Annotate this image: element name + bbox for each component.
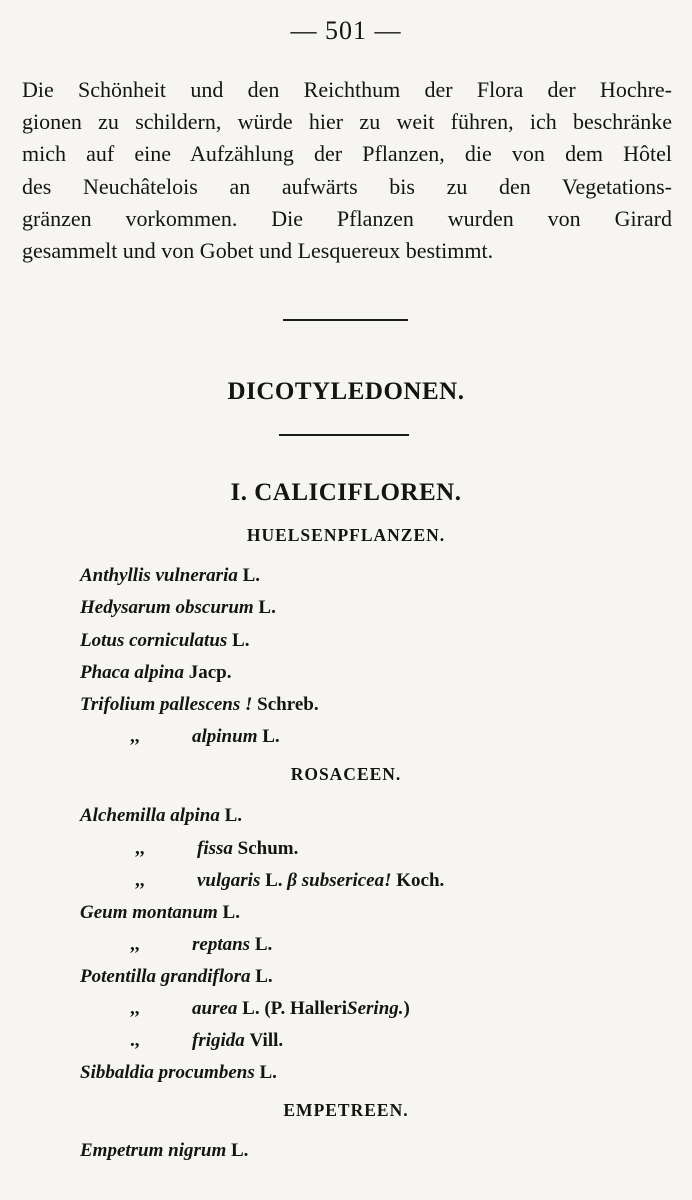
species-name: Hedysarum obscurum: [80, 597, 254, 618]
class-title: I. CALICIFLOREN.: [230, 479, 462, 506]
species-name: Phaca alpina: [80, 662, 184, 683]
intro-line: gesammelt und von Gobet und Lesquereux bestimmt.: [22, 238, 494, 264]
divider-rule: [279, 434, 409, 436]
ditto-mark: ,,: [130, 934, 140, 955]
species-author: Jacp.: [188, 662, 232, 683]
species-author: L.: [242, 998, 260, 1019]
species-author: L.: [259, 1062, 277, 1083]
intro-line: gionen zu schildern, würde hier zu weit führen, ich beschränke: [22, 109, 672, 135]
species-author: L.: [222, 902, 240, 923]
species-entry: [80, 966, 273, 988]
intro-line: mich auf eine Aufzählung der Pflanzen, die von dem Hôtel: [22, 141, 672, 167]
species-entry: [80, 902, 240, 924]
section-title: DICOTYLEDONEN.: [227, 378, 465, 405]
family-heading-rosaceen: ROSACEEN.: [290, 764, 402, 784]
species-entry: [130, 726, 280, 748]
species-author: L.: [255, 966, 273, 987]
species-author: L.: [254, 934, 273, 955]
family-heading-huelsenpflanzen: HUELSENPFLANZEN.: [246, 525, 446, 545]
ditto-mark: ,,: [135, 838, 145, 859]
species-author: L.: [258, 597, 276, 618]
variety-name: β subsericea!: [287, 870, 392, 891]
variety-author: Koch.: [396, 870, 445, 891]
species-author: L.: [224, 805, 243, 826]
intro-line: Die Schönheit und den Reichthum der Flora der Hochre-: [22, 77, 672, 102]
synonym-close: ): [403, 998, 410, 1019]
species-author: L.: [231, 1140, 249, 1161]
family-heading-empetreen: EMPETREEN.: [283, 1100, 409, 1120]
species-author: L.: [265, 870, 283, 891]
species-entry: [130, 1030, 283, 1052]
species-author: Schum.: [237, 838, 299, 859]
species-entry: [135, 870, 444, 892]
species-entry: [80, 597, 276, 619]
species-name: aurea: [192, 998, 238, 1019]
species-entry: [80, 805, 242, 827]
species-author: Schreb.: [257, 694, 319, 715]
species-name: Potentilla grandiflora: [80, 966, 251, 987]
species-name: reptans: [192, 934, 251, 955]
species-entry: [135, 838, 298, 860]
species-name: Sibbaldia procumbens: [80, 1062, 255, 1083]
species-author: L.: [262, 726, 280, 747]
species-name: frigida: [192, 1030, 245, 1051]
species-name: Empetrum nigrum: [80, 1140, 227, 1161]
intro-line: des Neuchâtelois an aufwärts bis zu den Vegetations-: [22, 173, 672, 199]
species-author: L.: [242, 565, 261, 586]
species-name: Anthyllis vulneraria: [80, 565, 238, 586]
ditto-mark: ,,: [135, 870, 145, 891]
species-author: Vill.: [249, 1030, 284, 1051]
intro-paragraph: [22, 74, 672, 267]
species-entry: [130, 998, 410, 1020]
page-number: — 501 —: [290, 16, 402, 45]
species-entry: [80, 565, 260, 587]
ditto-mark: ,,: [130, 998, 140, 1019]
species-entry: [80, 694, 319, 716]
species-name: alpinum: [192, 726, 258, 747]
species-name: Trifolium pallescens !: [80, 694, 253, 715]
species-name: Alchemilla alpina: [80, 805, 220, 826]
synonym-author: Sering.: [347, 998, 404, 1019]
ditto-mark: .,: [130, 1030, 140, 1051]
species-author: L.: [232, 630, 250, 651]
ditto-mark: ,,: [130, 726, 140, 747]
species-entry: [80, 630, 249, 652]
species-name: fissa: [197, 838, 233, 859]
synonym-note: (P. Halleri: [264, 998, 348, 1019]
species-entry: [80, 1140, 248, 1162]
species-name: Geum montanum: [80, 902, 218, 923]
intro-line: gränzen vorkommen. Die Pflanzen wurden von Girard: [22, 205, 672, 231]
species-entry: [130, 934, 272, 956]
species-name: vulgaris: [197, 870, 261, 891]
species-entry: [80, 662, 231, 684]
species-name: Lotus corniculatus: [80, 630, 228, 651]
divider-rule: [283, 319, 408, 321]
species-entry: [80, 1062, 277, 1084]
